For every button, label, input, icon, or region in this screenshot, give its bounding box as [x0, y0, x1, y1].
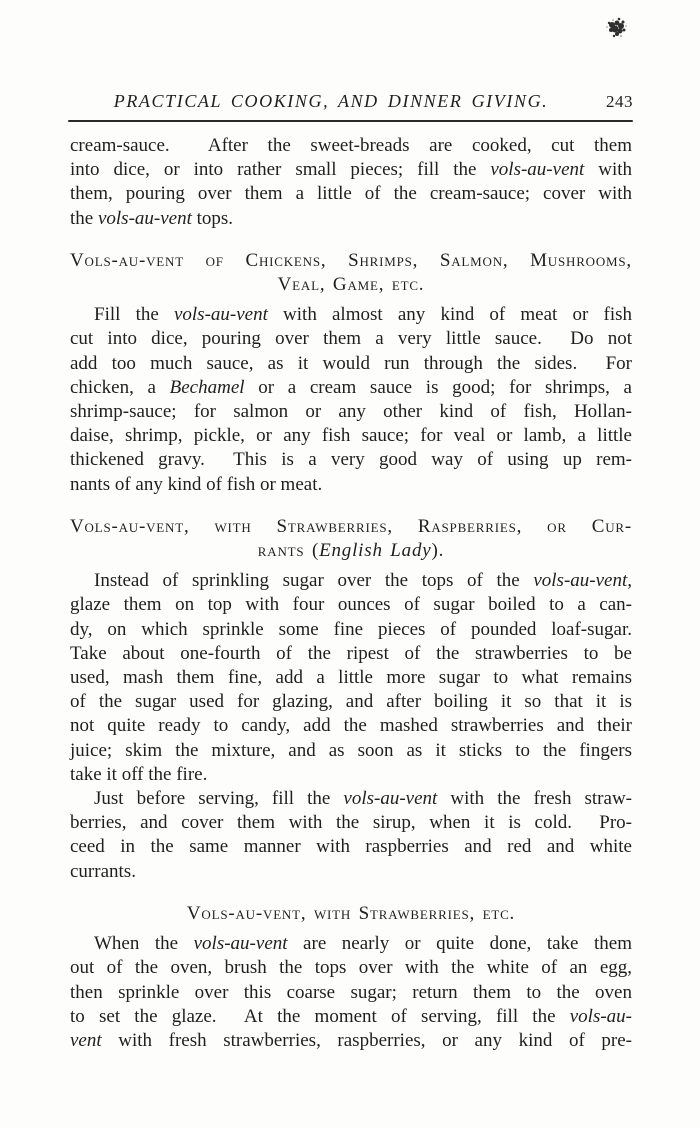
italic-text-segment: English Lady — [319, 540, 432, 562]
text-line — [70, 860, 632, 884]
italic-text-segment: vols-au-vent — [343, 788, 438, 810]
text-line — [70, 811, 632, 835]
ink-smudge — [604, 15, 630, 41]
text-line — [70, 981, 632, 1005]
text-segment: thickened gravy. This is a very good way of using up rem- — [70, 449, 632, 471]
text-segment: Vols-au-vent, with Strawberries, etc. — [186, 902, 516, 924]
text-segment: glaze them on top with four ounces of sugar boiled to a can- — [70, 594, 632, 616]
text-line — [70, 1005, 632, 1029]
section-heading — [70, 515, 632, 563]
text-segment: tops. — [191, 207, 234, 229]
text-segment: with almost any kind of meat or fish — [267, 304, 632, 326]
text-segment: the — [70, 207, 98, 229]
text-segment: currants. — [70, 860, 136, 882]
text-line — [70, 376, 632, 400]
text-segment: When the — [94, 933, 194, 955]
text-segment: rants ( — [257, 540, 320, 562]
page-body — [70, 134, 632, 1053]
text-segment: or a cream sauce is good; for shrimps, a — [244, 376, 632, 398]
section-heading — [70, 902, 632, 926]
text-line — [70, 400, 632, 424]
text-segment: out of the oven, brush the tops over with the white of an egg, — [70, 957, 632, 979]
text-segment: take it off the fire. — [70, 763, 208, 785]
text-segment: with fresh strawberries, raspberries, or any kind of pre- — [101, 1029, 632, 1051]
text-line — [70, 618, 632, 642]
text-line — [70, 787, 632, 811]
text-segment: cut into dice, pouring over them a very little sauce. Do not — [70, 328, 632, 350]
running-header — [69, 90, 633, 113]
text-segment: not quite ready to candy, add the mashed strawberries and their — [70, 715, 632, 737]
text-segment: are nearly or quite done, take them — [287, 933, 632, 955]
page-number: 243 — [606, 92, 633, 111]
text-line — [70, 739, 632, 763]
italic-text-segment: vent — [70, 1029, 102, 1051]
text-line — [70, 956, 632, 980]
text-line — [70, 182, 632, 206]
text-line — [70, 352, 632, 376]
text-segment: berries, and cover them with the sirup, when it is cold. Pro- — [70, 812, 632, 834]
text-segment: cream-sauce. After the sweet-breads are cooked, cut them — [70, 135, 632, 156]
text-segment: then sprinkle over this coarse sugar; return them to the oven — [70, 981, 632, 1003]
text-segment: into dice, or into rather small pieces; fill the — [70, 159, 491, 181]
paragraph — [70, 787, 632, 884]
paragraph — [70, 932, 632, 1053]
text-segment: juice; skim the mixture, and as soon as it sticks to the fingers — [70, 739, 632, 761]
running-title: PRACTICAL COOKING, AND DINNER GIVING. — [113, 91, 549, 111]
text-line — [70, 569, 632, 593]
text-line — [70, 473, 632, 497]
text-line — [70, 207, 632, 231]
text-line — [70, 448, 632, 472]
italic-text-segment: vols-au-vent — [193, 933, 288, 955]
heading-line — [70, 273, 632, 297]
paragraph — [70, 569, 632, 787]
text-segment: them, pouring over them a little of the cream-sauce; cover with — [70, 183, 632, 205]
italic-text-segment: Bechamel — [169, 376, 245, 398]
text-segment: Veal, Game, etc. — [277, 274, 425, 296]
text-line — [70, 642, 632, 666]
text-segment: with — [584, 159, 632, 181]
text-segment: ceed in the same manner with raspberries and red and white — [70, 836, 632, 858]
italic-text-segment: vols-au-vent — [490, 159, 585, 181]
text-segment: shrimp-sauce; for salmon or any other kind of fish, Hollan- — [70, 401, 632, 423]
text-line — [70, 666, 632, 690]
text-segment: Vols-au-vent, with Strawberries, Raspberries, or Cur- — [70, 515, 632, 537]
text-line — [70, 593, 632, 617]
text-segment: daise, shrimp, pickle, or any fish sauce; for veal or lamb, a little — [70, 425, 632, 447]
italic-text-segment: vols-au-vent — [173, 304, 268, 326]
text-segment: of the sugar used for glazing, and after boiling it so that it is — [70, 691, 632, 713]
text-segment: used, mash them fine, add a little more sugar to what remains — [70, 667, 632, 689]
paragraph — [70, 134, 632, 231]
heading-line — [70, 515, 632, 539]
text-line — [70, 424, 632, 448]
text-segment: ). — [431, 540, 445, 562]
italic-text-segment: vols-au- — [569, 1005, 632, 1027]
text-segment: with the fresh straw- — [437, 788, 632, 810]
text-segment: Instead of sprinkling sugar over the tops of the — [94, 570, 534, 592]
text-line — [70, 690, 632, 714]
heading-line — [70, 539, 632, 563]
text-line — [70, 763, 632, 787]
text-segment: Just before serving, fill the — [94, 788, 344, 810]
text-segment: chicken, a — [70, 376, 170, 398]
text-segment: nants of any kind of fish or meat. — [70, 473, 323, 495]
heading-line — [70, 249, 632, 273]
text-segment: Fill the — [94, 304, 174, 326]
paragraph — [70, 303, 632, 497]
text-line — [70, 714, 632, 738]
text-segment: add too much sauce, as it would run through the sides. For — [70, 352, 632, 374]
section-heading — [70, 249, 632, 297]
text-segment: to set the glaze. At the moment of serving, fill the — [70, 1005, 570, 1027]
text-line — [70, 303, 632, 327]
text-segment: Take about one-fourth of the ripest of the strawberries to be — [70, 642, 632, 664]
text-segment: dy, on which sprinkle some fine pieces of pounded loaf-sugar. — [70, 618, 632, 640]
heading-line — [70, 902, 632, 926]
text-line — [70, 1029, 632, 1053]
text-line — [70, 835, 632, 859]
text-line — [70, 327, 632, 351]
header-rule — [68, 120, 633, 122]
text-line — [70, 134, 632, 158]
text-segment: Vols-au-vent of Chickens, Shrimps, Salmon, Mushrooms, — [70, 249, 632, 271]
italic-text-segment: vols-au-vent — [97, 207, 192, 229]
italic-text-segment: vols-au-vent, — [533, 570, 632, 592]
text-line — [70, 158, 632, 182]
text-line — [70, 932, 632, 956]
